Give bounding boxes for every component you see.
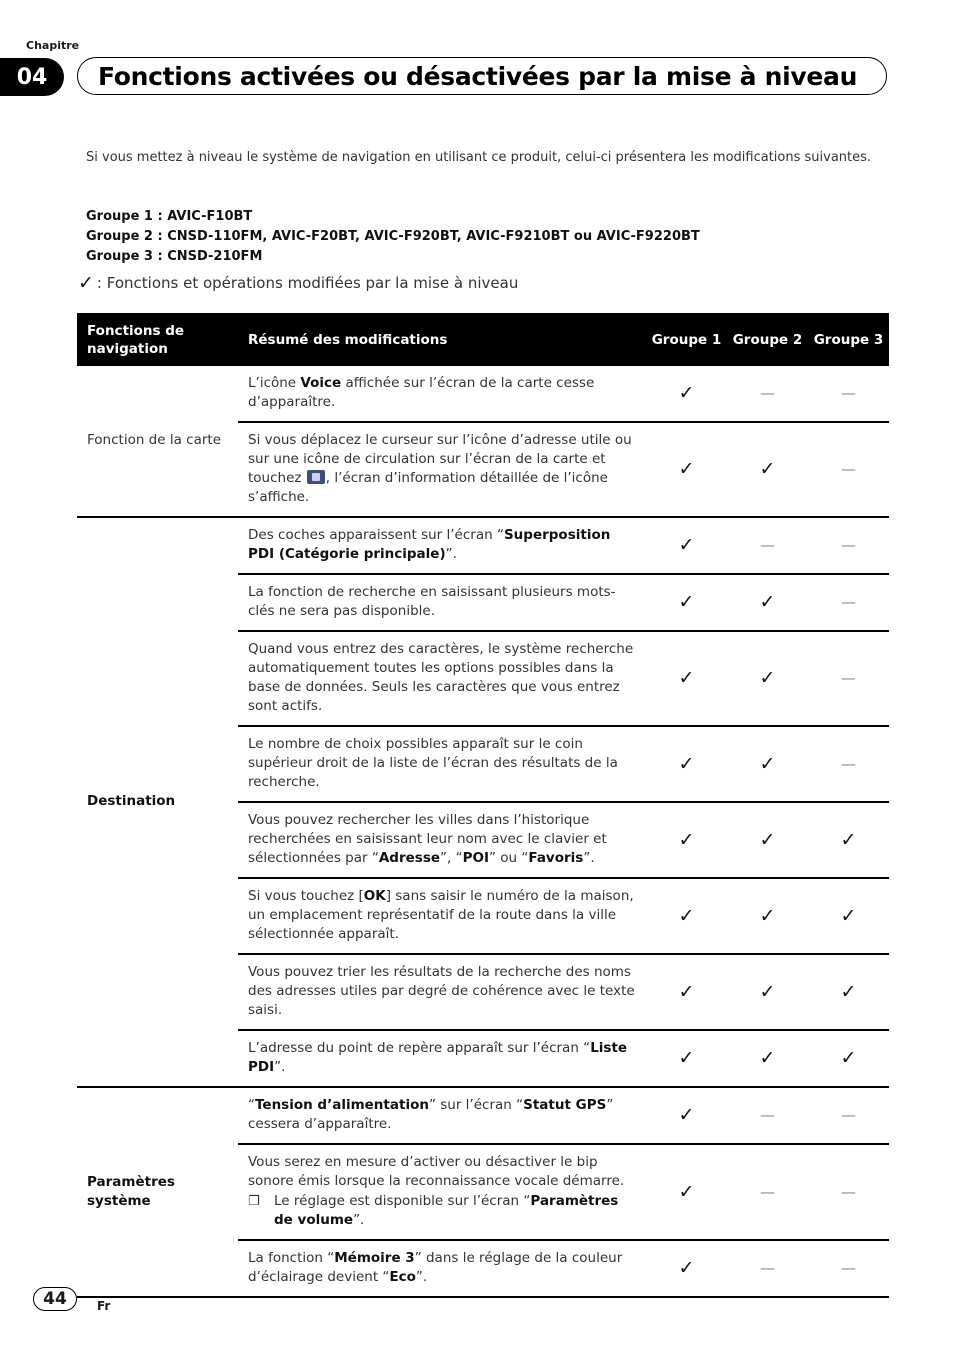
mark-group-3: — xyxy=(808,574,889,631)
mark-group-2: — xyxy=(727,366,808,422)
table-row xyxy=(77,366,889,422)
poi-info-icon xyxy=(307,470,325,484)
row-description: Vous pouvez rechercher les villes dans l’historique recherchées en saisissant leur nom avec le clavier et sélectionnées par “Adresse”, “POI” ou “Favoris”. xyxy=(238,802,646,878)
header-group-3: Groupe 3 xyxy=(808,313,889,366)
mark-group-2: ✓ xyxy=(727,878,808,954)
row-description: “Tension d’alimentation” sur l’écran “Statut GPS” cessera d’apparaître. xyxy=(238,1087,646,1144)
mark-group-1: ✓ xyxy=(646,1087,727,1144)
mark-group-1: ✓ xyxy=(646,726,727,802)
group-1-line: Groupe 1 : AVIC-F10BT xyxy=(86,209,253,224)
mark-group-1: ✓ xyxy=(646,1144,727,1240)
mark-group-2: ✓ xyxy=(727,802,808,878)
legend-text: : Fonctions et opérations modifiées par la mise à niveau xyxy=(96,274,519,292)
mark-group-2: ✓ xyxy=(727,574,808,631)
group-2-line: Groupe 2 : CNSD-110FM, AVIC-F20BT, AVIC-F920BT, AVIC-F9210BT ou AVIC-F9220BT xyxy=(86,229,700,244)
mark-group-3: — xyxy=(808,517,889,574)
check-icon: ✓ xyxy=(78,272,94,294)
row-description: La fonction “Mémoire 3” dans le réglage de la couleur d’éclairage devient “Eco”. xyxy=(238,1240,646,1297)
mark-group-3: ✓ xyxy=(808,1030,889,1087)
mark-group-3: — xyxy=(808,422,889,517)
mark-group-2: — xyxy=(727,1144,808,1240)
row-description: Quand vous entrez des caractères, le système recherche automatiquement toutes les options possibles dans la base de données. Seuls les caractères que vous entrez sont actifs. xyxy=(238,631,646,726)
mark-group-1: ✓ xyxy=(646,802,727,878)
legend xyxy=(78,272,518,294)
note-box-icon: ❐ xyxy=(248,1194,260,1209)
row-description: Vous serez en mesure d’activer ou désactiver le bip sonore émis lorsque la reconnaissance vocale démarre. ❐ Le réglage est disponible sur l’écran “Paramètres de volume”. xyxy=(238,1144,646,1240)
row-description: La fonction de recherche en saisissant plusieurs mots-clés ne sera pas disponible. xyxy=(238,574,646,631)
row-description: Des coches apparaissent sur l’écran “Superposition PDI (Catégorie principale)”. xyxy=(238,517,646,574)
note-bullet: ❐ Le réglage est disponible sur l’écran “Paramètres de volume”. xyxy=(248,1193,619,1228)
table-row xyxy=(77,517,889,574)
mark-group-2: ✓ xyxy=(727,954,808,1030)
chapter-label: Chapitre xyxy=(26,39,80,52)
mark-group-1: ✓ xyxy=(646,517,727,574)
mark-group-1: ✓ xyxy=(646,366,727,422)
mark-group-1: ✓ xyxy=(646,954,727,1030)
group-list xyxy=(86,207,700,267)
mark-group-1: ✓ xyxy=(646,574,727,631)
row-description: Si vous touchez [OK] sans saisir le numéro de la maison, un emplacement représentatif de la route dans la ville sélectionnée apparaît. xyxy=(238,878,646,954)
mark-group-3: ✓ xyxy=(808,802,889,878)
header-function: Fonctions de navigation xyxy=(77,313,238,366)
mark-group-1: ✓ xyxy=(646,878,727,954)
row-description: Le nombre de choix possibles apparaît sur le coin supérieur droit de la liste de l’écran des résultats de la recherche. xyxy=(238,726,646,802)
language-code: Fr xyxy=(97,1299,111,1313)
header-group-1: Groupe 1 xyxy=(646,313,727,366)
mark-group-1: ✓ xyxy=(646,631,727,726)
mark-group-2: ✓ xyxy=(727,422,808,517)
table-row xyxy=(77,1087,889,1144)
mark-group-3: — xyxy=(808,1144,889,1240)
row-description: L’adresse du point de repère apparaît sur l’écran “Liste PDI”. xyxy=(238,1030,646,1087)
section-destination: Destination xyxy=(77,517,238,1087)
intro-paragraph: Si vous mettez à niveau le système de navigation en utilisant ce produit, celui-ci présentera les modifications suivantes. xyxy=(86,150,872,165)
header-summary: Résumé des modifications xyxy=(238,313,646,366)
mark-group-1: ✓ xyxy=(646,1240,727,1297)
mark-group-2: — xyxy=(727,517,808,574)
mark-group-2: ✓ xyxy=(727,726,808,802)
row-description: L’icône Voice affichée sur l’écran de la carte cesse d’apparaître. xyxy=(238,366,646,422)
mark-group-3: — xyxy=(808,1240,889,1297)
mark-group-3: — xyxy=(808,1087,889,1144)
section-system-settings: Paramètres système xyxy=(77,1087,238,1297)
header-group-2: Groupe 2 xyxy=(727,313,808,366)
mark-group-1: ✓ xyxy=(646,422,727,517)
mark-group-2: — xyxy=(727,1087,808,1144)
mark-group-3: ✓ xyxy=(808,954,889,1030)
page-title: Fonctions activées ou désactivées par la mise à niveau xyxy=(77,57,887,95)
section-map: Fonction de la carte xyxy=(77,366,238,517)
mark-group-2: ✓ xyxy=(727,631,808,726)
mark-group-3: — xyxy=(808,366,889,422)
mark-group-3: — xyxy=(808,726,889,802)
chapter-number-badge: 04 xyxy=(0,58,64,96)
page-number: 44 xyxy=(33,1287,77,1311)
changes-table xyxy=(77,313,889,1298)
mark-group-3: ✓ xyxy=(808,878,889,954)
row-description: Vous pouvez trier les résultats de la recherche des noms des adresses utiles par degré de cohérence avec le texte saisi. xyxy=(238,954,646,1030)
table-header-row xyxy=(77,313,889,366)
mark-group-2: — xyxy=(727,1240,808,1297)
row-description: Si vous déplacez le curseur sur l’icône d’adresse utile ou sur une icône de circulation sur l’écran de la carte et touchez , l’écran d’information détaillée de l’icône s’affiche. xyxy=(238,422,646,517)
group-3-line: Groupe 3 : CNSD-210FM xyxy=(86,249,263,264)
mark-group-1: ✓ xyxy=(646,1030,727,1087)
mark-group-3: — xyxy=(808,631,889,726)
mark-group-2: ✓ xyxy=(727,1030,808,1087)
